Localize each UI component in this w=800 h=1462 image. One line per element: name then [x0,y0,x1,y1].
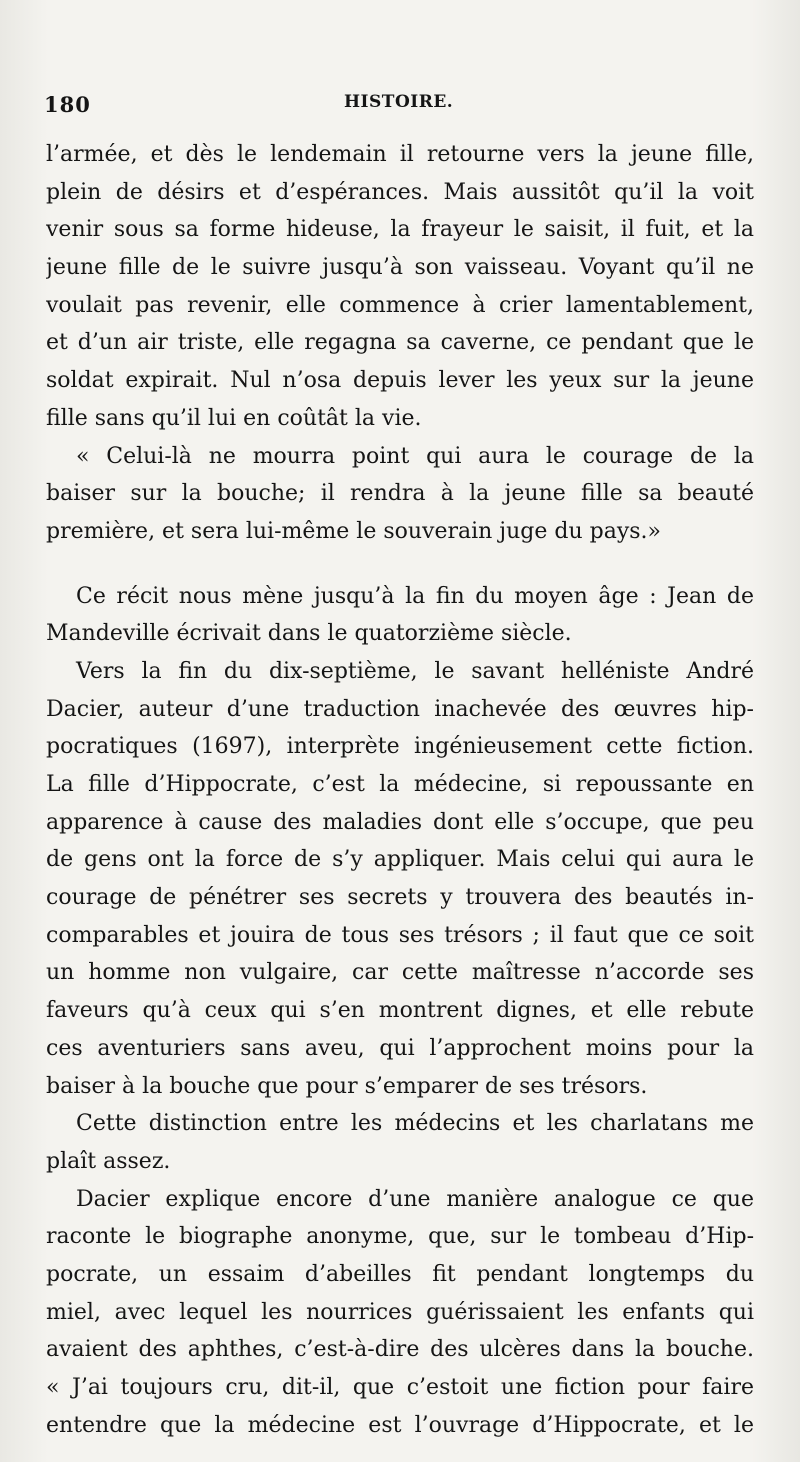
text-line: Vers la fin du dix-septième, le savant helléniste André [76,658,754,684]
text-line: venir sous sa forme hideuse, la frayeur le saisit, il fuit, et la [46,217,754,243]
text-line: voulait pas revenir, elle commence à crier lamentablement, [46,292,754,318]
text-line: plein de désirs et d’espérances. Mais aussitôt qu’il la voit [46,179,754,205]
paragraph-gap [46,551,754,578]
text-line: miel, avec lequel les nourrices guérissaient les enfants qui [46,1299,754,1325]
text-line: « Celui-là ne mourra point qui aura le courage de la [76,443,754,469]
text-line: plaît assez. [46,1148,171,1174]
text-line: pocrate, un essaim d’abeilles fit pendant longtemps du [46,1261,754,1287]
text-line: entendre que la médecine est l’ouvrage d’Hippocrate, et le [46,1412,754,1438]
text-line: pocratiques (1697), interprète ingénieusement cette fiction. [46,734,754,760]
text-line: un homme non vulgaire, car cette maîtresse n’accorde ses [46,960,754,986]
paragraph [46,653,754,1105]
text-line: Dacier, auteur d’une traduction inachevée des œuvres hip- [46,696,754,722]
paragraph [46,438,754,551]
text-line: Mandeville écrivait dans le quatorzième siècle. [46,621,572,647]
text-line: fille sans qu’il lui en coûtât la vie. [46,405,422,431]
page-number: 180 [44,92,91,117]
text-line: comparables et jouira de tous ses trésors ; il faut que ce soit [46,922,754,948]
text-line: La fille d’Hippocrate, c’est la médecine, si repoussante en [46,772,754,797]
page-header [44,92,756,122]
text-line: Ce récit nous mène jusqu’à la fin du moyen âge : Jean de [76,583,754,609]
text-line: baiser sur la bouche; il rendra à la jeune fille sa beauté [46,481,754,507]
text-line: « J’ai toujours cru, dit-il, que c’estoit une fiction pour faire [46,1375,754,1400]
text-line: raconte le biographe anonyme, que, sur le tombeau d’Hip- [46,1224,754,1250]
paragraph [46,136,754,438]
text-line: de gens ont la force de s’y appliquer. Mais celui qui aura le [46,847,754,873]
text-line: courage de pénétrer ses secrets y trouvera des beautés in- [46,885,754,911]
running-head: HISTOIRE. [344,92,454,112]
text-line: Dacier explique encore d’une manière analogue ce que [76,1186,754,1212]
text-line: apparence à cause des maladies dont elle s’occupe, que peu [46,809,754,835]
text-line: Cette distinction entre les médecins et les charlatans me [76,1111,754,1137]
body-text [46,136,754,1444]
text-line: l’armée, et dès le lendemain il retourne vers la jeune fille, [46,142,754,167]
text-line: baiser à la bouche que pour s’emparer de ses trésors. [46,1073,648,1099]
paragraph [46,578,754,653]
text-line: soldat expirait. Nul n’osa depuis lever les yeux sur la jeune [46,368,754,394]
text-line: et d’un air triste, elle regagna sa caverne, ce pendant que le [46,330,754,356]
paragraph [46,1181,754,1445]
text-line: avaient des aphthes, c’est-à-dire des ulcères dans la bouche. [46,1337,754,1363]
paragraph [46,1105,754,1180]
text-line: ces aventuriers sans aveu, qui l’approchent moins pour la [46,1035,754,1061]
text-line: faveurs qu’à ceux qui s’en montrent dignes, et elle rebute [46,998,754,1024]
text-line: jeune fille de le suivre jusqu’à son vaisseau. Voyant qu’il ne [46,255,754,281]
text-line: première, et sera lui-même le souverain juge du pays.» [46,518,662,544]
